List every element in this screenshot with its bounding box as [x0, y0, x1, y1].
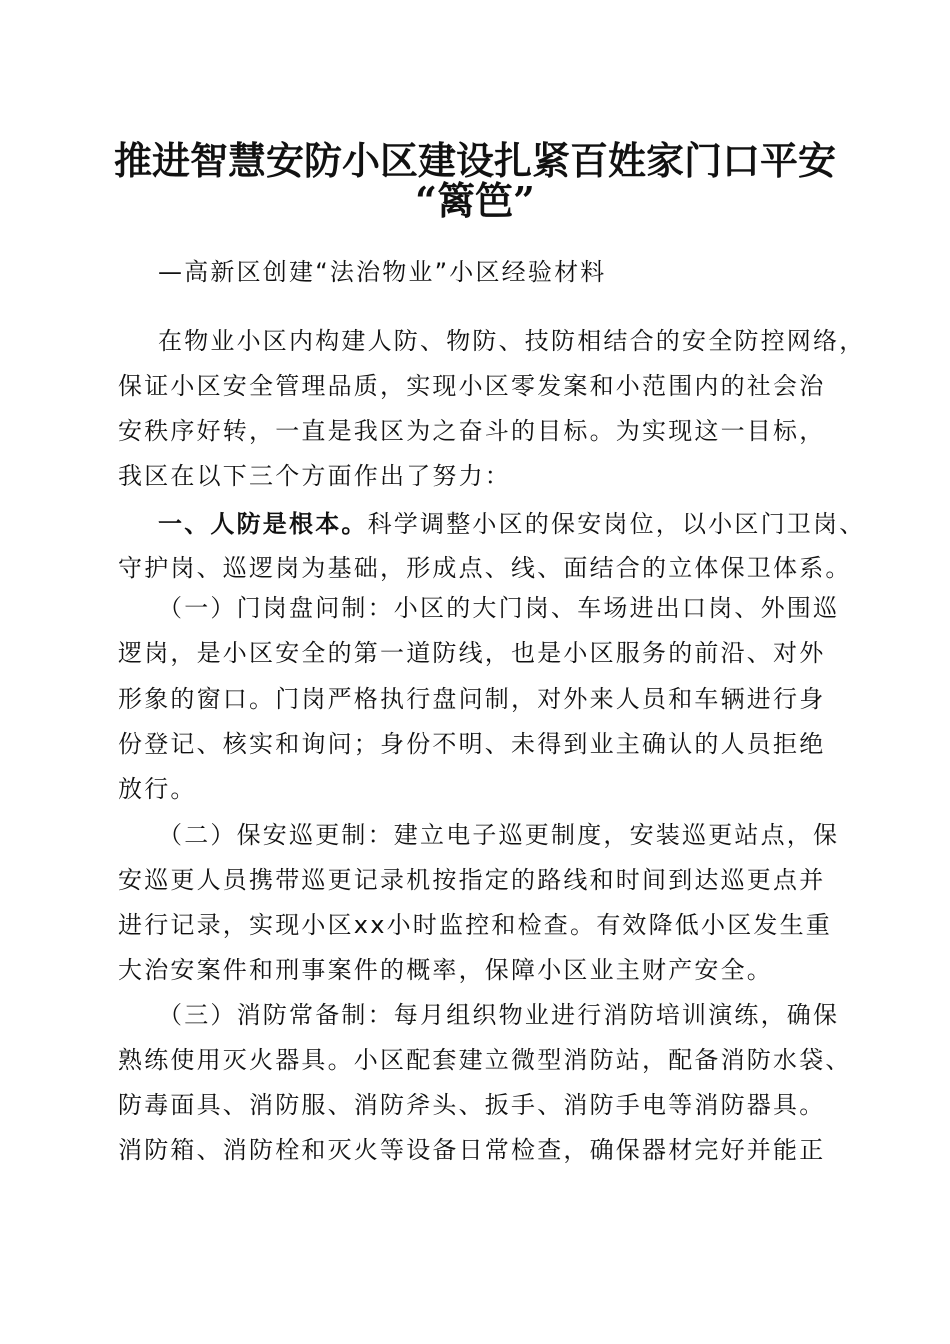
document-title-line-2: “篱笆” [415, 178, 535, 223]
item-1-line-3: 形象的窗口。门岗严格执行盘问制，对外来人员和车辆进行身 [118, 685, 826, 713]
item-3-line-3: 防毒面具、消防服、消防斧头、扳手、消防手电等消防器具。 [118, 1091, 826, 1119]
item-1-line-1: （一）门岗盘问制：小区的大门岗、车场进出口岗、外围巡 [158, 594, 840, 622]
item-3-line-4: 消防箱、消防栓和灭火等设备日常检查，确保器材完好并能正 [118, 1136, 826, 1164]
document-title-line-1: 推进智慧安防小区建设扎紧百姓家门口平安 [113, 138, 836, 183]
item-2-line-3: 进行记录，实现小区xx小时监控和检查。有效降低小区发生重 [118, 911, 833, 939]
item-2-line-2: 安巡更人员携带巡更记录机按指定的路线和时间到达巡更点并 [118, 866, 826, 894]
item-1-line-5: 放行。 [118, 775, 197, 803]
item-3-line-2: 熟练使用灭火器具。小区配套建立微型消防站，配备消防水袋、 [118, 1046, 852, 1074]
section-1-text: 科学调整小区的保安岗位，以小区门卫岗、 [367, 510, 866, 538]
item-1-line-2: 逻岗，是小区安全的第一道防线，也是小区服务的前沿、对外 [118, 639, 826, 667]
section-1-line-2: 守护岗、巡逻岗为基础，形成点、线、面结合的立体保卫体系。 [118, 554, 852, 582]
item-2-line-4: 大治安案件和刑事案件的概率，保障小区业主财产安全。 [118, 956, 773, 984]
section-1-heading: 一、人防是根本。 [158, 510, 368, 538]
item-1-line-4: 份登记、核实和询问；身份不明、未得到业主确认的人员拒绝 [118, 730, 826, 758]
item-3-line-1: （三）消防常备制：每月组织物业进行消防培训演练，确保 [158, 1001, 840, 1029]
document-subtitle: —高新区创建“法治物业”小区经验材料 [158, 258, 607, 286]
intro-line-1: 在物业小区内构建人防、物防、技防相结合的安全防控网络， [158, 327, 866, 355]
item-2-line-1: （二）保安巡更制：建立电子巡更制度，安装巡更站点，保 [158, 821, 840, 849]
section-1-line-1 [158, 508, 865, 540]
intro-line-2: 保证小区安全管理品质，实现小区零发案和小范围内的社会治 [118, 372, 826, 400]
intro-line-4: 我区在以下三个方面作出了努力： [118, 462, 511, 490]
intro-line-3: 安秩序好转，一直是我区为之奋斗的目标。为实现这一目标， [118, 417, 826, 445]
